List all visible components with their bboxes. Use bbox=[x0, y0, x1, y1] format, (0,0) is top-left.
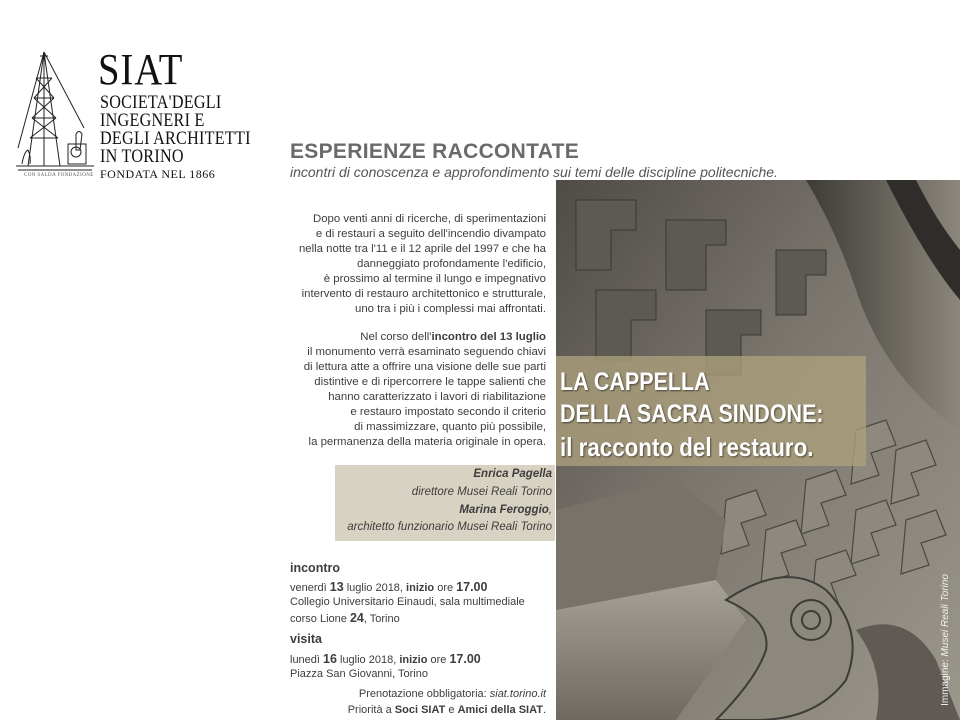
detail-line: di lettura atte a offrire una visione delle sue parti bbox=[303, 361, 546, 373]
event-title-line-3: il racconto del restauro. bbox=[560, 432, 814, 462]
event-title-line-1: LA CAPPELLA bbox=[560, 368, 710, 396]
author-name-2-suffix: , bbox=[548, 504, 552, 516]
priority-end: . bbox=[542, 704, 546, 716]
priority-soci: Soci SIAT bbox=[394, 704, 446, 716]
visita-venue: Piazza San Giovanni, Torino bbox=[290, 668, 428, 680]
visita-date bbox=[290, 652, 481, 666]
priority-note bbox=[348, 704, 546, 716]
logo-line-2: INGEGNERI E bbox=[100, 110, 205, 131]
detail-line: di massimizzare, quanto più possibile, bbox=[354, 421, 546, 433]
incontro-month-year: luglio 2018, bbox=[343, 582, 407, 594]
booking-link[interactable]: siat.torino.it bbox=[489, 688, 546, 700]
incontro-weekday: venerdì bbox=[290, 582, 330, 594]
intro-line: Dopo venti anni di ricerche, di sperimentazioni bbox=[313, 213, 546, 225]
event-title-line-2: DELLA SACRA SINDONE: bbox=[560, 400, 824, 428]
photo-credit bbox=[940, 574, 951, 706]
incontro-address bbox=[290, 611, 400, 625]
visita-inizio: inizio bbox=[399, 654, 428, 666]
logo-founded: FONDATA NEL 1866 bbox=[100, 167, 216, 181]
incontro-venue: Collegio Universitario Einaudi, sala multimediale bbox=[290, 596, 525, 608]
incontro-city: , Torino bbox=[363, 613, 400, 625]
priority-prefix: Priorità a bbox=[347, 704, 395, 716]
detail-line-first bbox=[290, 330, 546, 345]
series-title: ESPERIENZE RACCONTATE bbox=[290, 140, 580, 163]
detail-line: e restauro impostato secondo il criterio bbox=[350, 406, 546, 418]
incontro-inizio: inizio bbox=[406, 582, 435, 594]
detail-line: distintive e di ripercorrere le tappe salienti che bbox=[314, 376, 546, 388]
booking-prefix: Prenotazione obbligatoria: bbox=[358, 688, 490, 700]
intro-paragraph bbox=[290, 212, 546, 317]
incontro-label: incontro bbox=[290, 561, 340, 575]
detail-line: la permanenza della materia originale in opera. bbox=[308, 436, 546, 448]
visita-day: 16 bbox=[323, 652, 337, 666]
author-name-2: Marina Feroggio bbox=[459, 504, 549, 516]
intro-line: e di restauri a seguito dell'incendio divampato bbox=[315, 228, 546, 240]
author-role-1: direttore Musei Reali Torino bbox=[411, 486, 552, 498]
intro-line: uno tra i più i complessi mai affrontati. bbox=[355, 303, 546, 315]
drilling-tower-icon bbox=[14, 48, 96, 184]
logo-line-4: IN TORINO bbox=[100, 146, 184, 167]
photo-credit-source: Musei Reali Torino bbox=[940, 574, 951, 657]
author-name-1: Enrica Pagella bbox=[473, 468, 552, 480]
visita-ore: ore bbox=[427, 654, 450, 666]
incontro-day: 13 bbox=[329, 580, 344, 594]
siat-logo bbox=[14, 45, 284, 188]
intro-line: danneggiato profondamente l'edificio, bbox=[357, 258, 546, 270]
detail-lead: Nel corso dell' bbox=[360, 331, 432, 343]
detail-line: il monumento verrà esaminato seguendo chiavi bbox=[307, 346, 546, 358]
photo-credit-prefix: Immagine: bbox=[940, 656, 951, 706]
incontro-street-number: 24 bbox=[349, 611, 364, 625]
priority-amici: Amici della SIAT bbox=[457, 704, 543, 716]
author-role-2: architetto funzionario Musei Reali Torino bbox=[347, 521, 552, 533]
detail-lead-bold: incontro del 13 luglio bbox=[431, 331, 546, 343]
priority-and: e bbox=[445, 704, 458, 716]
booking-note bbox=[359, 688, 546, 700]
logo-line-1: SOCIETA'DEGLI bbox=[100, 92, 222, 113]
logo-line-3: DEGLI ARCHITETTI bbox=[100, 128, 251, 149]
intro-line: nella notte tra l'11 e il 12 aprile del 1997 e che ha bbox=[298, 243, 546, 255]
visita-month-year: luglio 2018, bbox=[336, 654, 400, 666]
logo-motto: CON SALDA FONDAZIONE bbox=[24, 173, 94, 178]
logo-title: SIAT bbox=[98, 45, 184, 94]
intro-line: intervento di restauro architettonico e strutturale, bbox=[301, 288, 546, 300]
detail-paragraph bbox=[290, 330, 546, 450]
visita-time: 17.00 bbox=[449, 652, 481, 666]
incontro-street: corso Lione bbox=[290, 613, 350, 625]
visita-weekday: lunedì bbox=[290, 654, 324, 666]
incontro-date bbox=[290, 580, 487, 594]
author-2 bbox=[459, 504, 552, 516]
incontro-ore: ore bbox=[434, 582, 457, 594]
detail-line: hanno caratterizzato i lavori di riabilitazione bbox=[328, 391, 546, 403]
series-subtitle: incontri di conoscenza e approfondimento sui temi delle discipline politecniche. bbox=[290, 164, 778, 180]
incontro-time: 17.00 bbox=[456, 580, 488, 594]
visita-label: visita bbox=[290, 632, 322, 646]
intro-line: è prossimo al termine il lungo e impegnativo bbox=[323, 273, 546, 285]
